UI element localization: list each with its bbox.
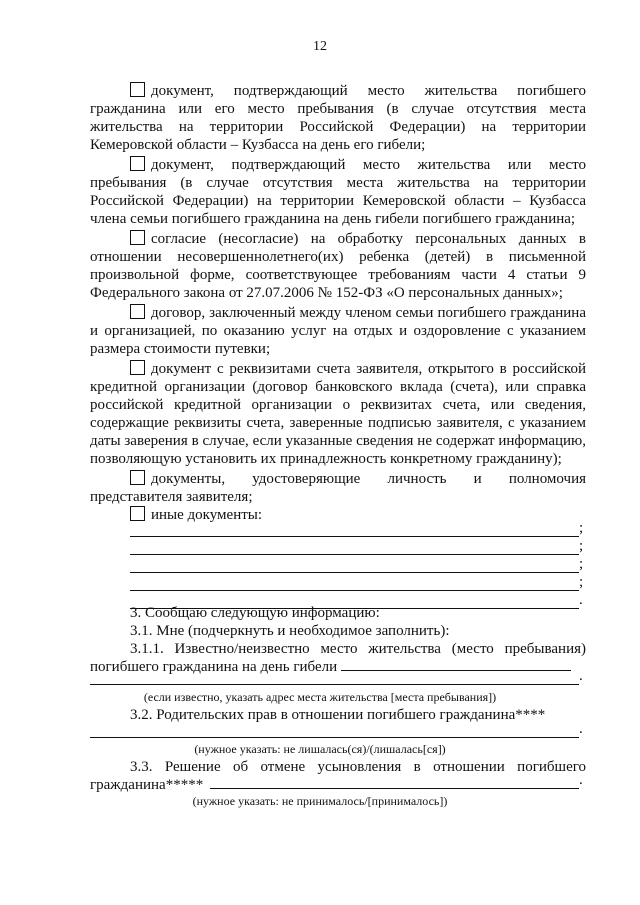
checklist-item-bank-details xyxy=(90,360,586,468)
section3-3: 3.3. Решение об отмене усыновления в отношении погибшего гражданина***** xyxy=(90,759,586,793)
checkbox[interactable] xyxy=(130,82,145,97)
section3-2-hint: (нужное указать: не лишалась(ся)/(лишалась[ся]) xyxy=(194,742,446,756)
section3-1-1-hint: (если известно, указать адрес места жительства [места пребывания]) xyxy=(143,690,497,704)
item-label: документ, подтверждающий место жительства погибшего гражданина или его место пребывания (в случае отсутствия места жительства на территории Российской Федерации) на территории Кемеровской области – Кузбасса на день его гибели; xyxy=(90,83,586,153)
fill-line[interactable]: ; xyxy=(130,519,586,537)
checklist-item-residence-family xyxy=(90,156,586,228)
section3-heading: 3. Сообщаю следующую информацию: xyxy=(130,605,380,621)
section3-1: 3.1. Мне (подчеркнуть и необходимое заполнить): xyxy=(130,623,450,639)
section3-1-1-line xyxy=(90,667,586,685)
fill-line[interactable]: ; xyxy=(130,555,586,573)
fill-line[interactable]: . xyxy=(90,720,586,738)
item-label: документ, подтверждающий место жительства или место пребывания (в случае отсутствия места жительства на территории Российской Федерации) на территории Кемеровской области – Кузбасса члена семьи погибшего гражданина на день гибели погибшего гражданина; xyxy=(90,157,586,227)
checkbox[interactable] xyxy=(130,230,145,245)
section3-1-1: 3.1.1. Известно/неизвестно место жительства (место пребывания) погибшего гражданина на день гибели xyxy=(90,641,586,675)
item-label: договор, заключенный между членом семьи погибшего гражданина и организацией, по оказанию услуг на отдых и оздоровление с указанием размера стоимости путевки; xyxy=(90,305,586,357)
fill-line[interactable]: . xyxy=(210,771,586,789)
fill-line[interactable]: . xyxy=(90,667,586,685)
checklist-item-consent xyxy=(90,230,586,302)
fill-line[interactable]: ; xyxy=(130,573,586,591)
item-label: согласие (несогласие) на обработку персональных данных в отношении несовершеннолетнего(их) ребенка (детей) в письменной произвольной форме, соответствующее требованиям части 4 статьи 9 Федерального закона от 27.07.2006 № 152-ФЗ «О персональных данных»; xyxy=(90,231,586,301)
checkbox[interactable] xyxy=(130,156,145,171)
fill-line[interactable]: . xyxy=(130,591,586,609)
item-label: иные документы: xyxy=(151,507,263,523)
checkbox[interactable] xyxy=(130,470,145,485)
fill-line[interactable]: ; xyxy=(130,537,586,555)
checklist-item-contract xyxy=(90,304,586,358)
page-number: 12 xyxy=(313,39,327,54)
section3-2-line xyxy=(90,720,586,738)
checkbox[interactable] xyxy=(130,360,145,375)
checklist-item-representative xyxy=(90,470,586,506)
checklist-item-residence-deceased xyxy=(90,82,586,154)
section3-3-line xyxy=(210,771,586,789)
checkbox[interactable] xyxy=(130,304,145,319)
item-label: документ с реквизитами счета заявителя, открытого в российской кредитной организации (договор банковского вклада (счета), или справка российской кредитной организации о реквизитах счета, или сведения, содержащие реквизиты счета, заверенные подписью заявителя, с указанием даты заверения в случае, если указанные сведения не содержат информацию, позволяющую установить их принадлежность конкретному гражданину); xyxy=(90,361,586,467)
other-docs-lines xyxy=(130,519,586,609)
section3-3-hint: (нужное указать: не принималось/[принималось]) xyxy=(192,794,448,808)
item-label: документы, удостоверяющие личность и полномочия представителя заявителя; xyxy=(90,471,586,505)
section3-2: 3.2. Родительских прав в отношении погибшего гражданина**** xyxy=(130,707,546,723)
